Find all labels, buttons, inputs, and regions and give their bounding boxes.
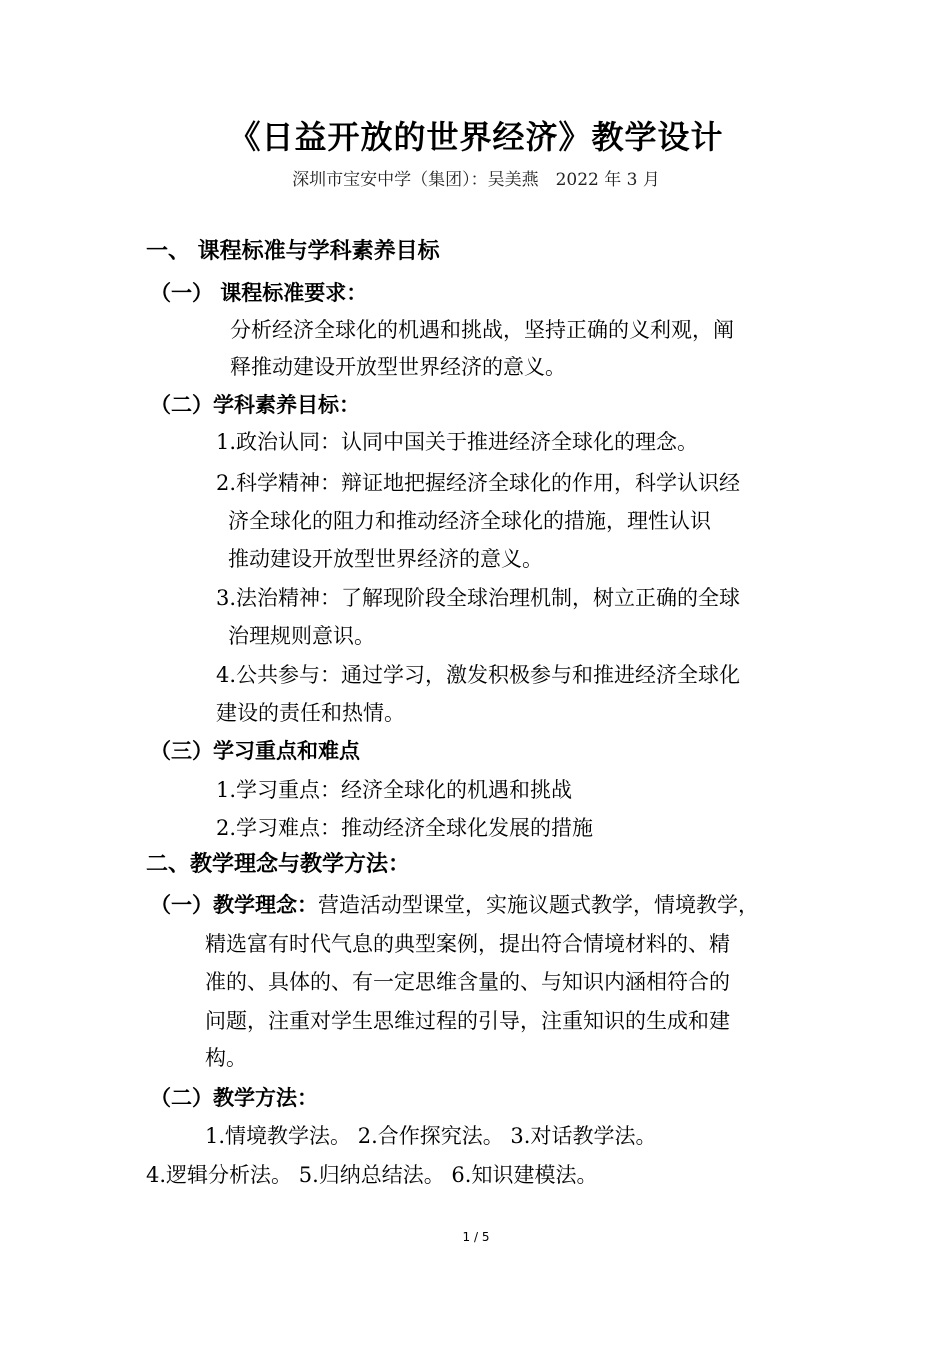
- section-1-2-heading: （二）学科素养目标：: [150, 393, 360, 417]
- page-number: 1 / 5: [462, 1230, 490, 1244]
- section-1-3-line: 2.学习难点：推动经济全球化发展的措施: [216, 816, 594, 840]
- section-2-1-line: 问题，注重对学生思维过程的引导，注重知识的生成和建: [205, 1009, 730, 1033]
- section-2-1-first-text: 营造活动型课堂，实施议题式教学，情境教学，: [318, 893, 759, 917]
- section-1-heading: 一、 课程标准与学科素养目标: [146, 239, 440, 264]
- section-1-3-heading: （三）学习重点和难点: [150, 739, 360, 763]
- section-1-2-line: 推动建设开放型世界经济的意义。: [228, 547, 543, 571]
- section-1-2-line: 建设的责任和热情。: [216, 701, 405, 725]
- section-2-2-heading: （二）教学方法：: [150, 1086, 318, 1110]
- section-1-1-line: 释推动建设开放型世界经济的意义。: [230, 355, 566, 379]
- section-1-2-line: 1.政治认同：认同中国关于推进经济全球化的理念。: [216, 430, 699, 454]
- section-2-1-line: 准的、具体的、有一定思维含量的、与知识内涵相符合的: [205, 970, 730, 994]
- section-2-2-line: 1.情境教学法。 2.合作探究法。 3.对话教学法。: [205, 1124, 657, 1148]
- section-1-2-line: 2.科学精神：辩证地把握经济全球化的作用，科学认识经: [216, 471, 741, 495]
- section-1-2-line: 4.公共参与：通过学习，激发积极参与和推进经济全球化: [216, 663, 741, 687]
- section-1-2-line: 治理规则意识。: [228, 624, 375, 648]
- section-2-1-label: （一）教学理念：: [150, 893, 318, 917]
- section-2-1-line: 精选富有时代气息的典型案例，提出符合情境材料的、精: [205, 932, 730, 956]
- section-1-2-line: 3.法治精神：了解现阶段全球治理机制，树立正确的全球: [216, 586, 741, 610]
- author-date-subtitle: 深圳市宝安中学（集团）：吴美燕 2022 年 3 月: [292, 170, 660, 190]
- section-1-2-line: 济全球化的阻力和推动经济全球化的措施，理性认识: [228, 509, 711, 533]
- section-2-heading: 二、教学理念与教学方法：: [146, 852, 411, 877]
- section-1-1-heading: （一） 课程标准要求：: [150, 281, 368, 305]
- section-1-1-line: 分析经济全球化的机遇和挑战，坚持正确的义利观，阐: [230, 318, 734, 342]
- page-title: 《日益开放的世界经济》教学设计: [228, 118, 724, 156]
- section-2-1-line: 构。: [205, 1046, 247, 1070]
- section-1-3-line: 1.学习重点：经济全球化的机遇和挑战: [216, 778, 573, 802]
- section-2-2-line: 4.逻辑分析法。 5.归纳总结法。 6.知识建模法。: [146, 1163, 598, 1187]
- section-2-1-paragraph-first-line: [150, 890, 759, 920]
